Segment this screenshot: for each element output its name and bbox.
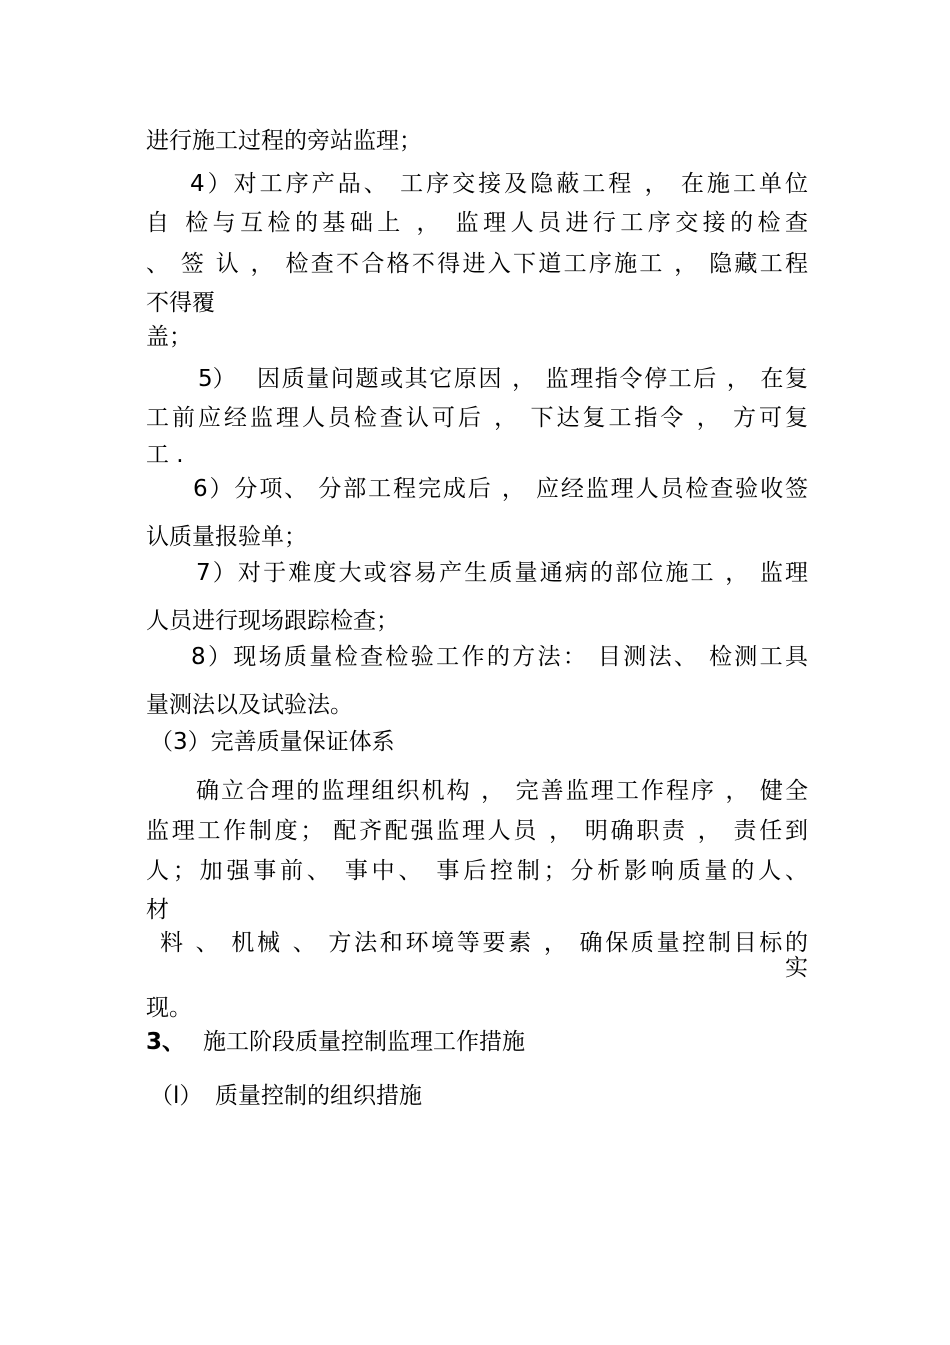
text-line: 工 . bbox=[146, 442, 184, 468]
text-line: 监理工作制度； 配齐配强监理人员 ， 明确职责 ， 责任到 bbox=[146, 818, 808, 844]
text-line: 人；加强事前、 事中、 事后控制；分析影响质量的人、 bbox=[146, 858, 808, 884]
text-line: 盖； bbox=[146, 324, 192, 350]
text-line: 人员进行现场跟踪检查； bbox=[146, 608, 399, 634]
text-line: 工前应经监理人员检查认可后 ， 下达复工指令 ， 方可复 bbox=[146, 405, 808, 431]
section-heading: （3）完善质量保证体系 bbox=[150, 729, 395, 755]
text-line: 现。 bbox=[146, 995, 192, 1021]
subheading-title: 质量控制的组织措施 bbox=[215, 1083, 422, 1109]
text-line: 确立合理的监理组织机构 ， 完善监理工作程序 ， 健全 bbox=[196, 778, 808, 804]
text-line: 因质量问题或其它原因 ， 监理指令停工后 ， 在复 bbox=[257, 366, 808, 392]
text-line: 认质量报验单； bbox=[146, 524, 307, 550]
text-line: 自 检与互检的基础上 ， 监理人员进行工序交接的检查 bbox=[146, 210, 808, 236]
heading-number: 3、 bbox=[146, 1029, 186, 1055]
subheading-number: （l） bbox=[150, 1083, 203, 1109]
text-line: 实 bbox=[785, 955, 808, 981]
text-line: 材 bbox=[146, 897, 169, 923]
text-line: 量测法以及试验法。 bbox=[146, 692, 353, 718]
text-line: 7）对于难度大或容易产生质量通病的部位施工 ， 监理 bbox=[196, 560, 808, 586]
text-line: 4）对工序产品、 工序交接及隐蔽工程 ， 在施工单位 bbox=[190, 171, 808, 197]
text-line: 、 签 认 ， 检查不合格不得进入下道工序施工 ， 隐藏工程 bbox=[146, 251, 808, 277]
text-line: 进行施工过程的旁站监理； bbox=[146, 128, 422, 154]
text-line: 6）分项、 分部工程完成后 ， 应经监理人员检查验收签 bbox=[193, 476, 808, 502]
text-line: 8）现场质量检查检验工作的方法： 目测法、 检测工具 bbox=[191, 644, 808, 670]
text-line: 不得覆 bbox=[146, 290, 215, 316]
list-number: 5） bbox=[198, 366, 236, 392]
heading-title: 施工阶段质量控制监理工作措施 bbox=[203, 1029, 525, 1055]
text-line: 料 、 机械 、 方法和环境等要素 ， 确保质量控制目标的 bbox=[160, 930, 808, 956]
